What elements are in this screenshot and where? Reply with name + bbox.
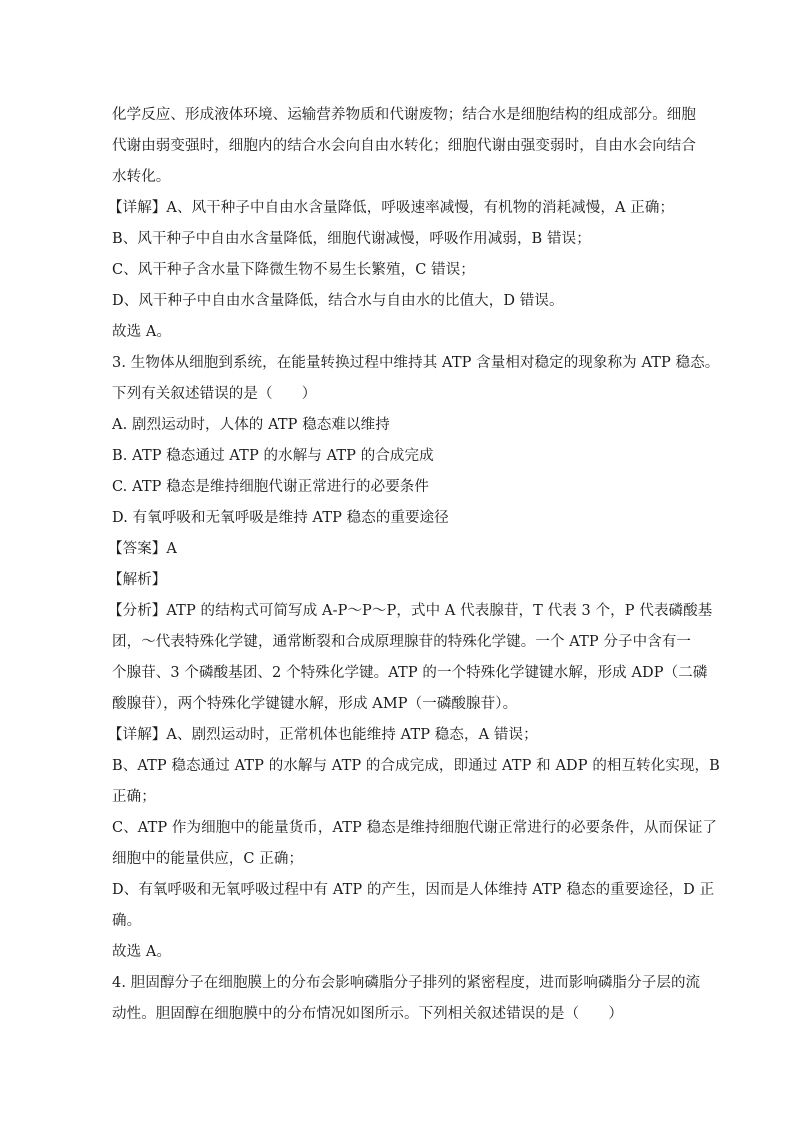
text-line: 水转化。	[112, 169, 171, 185]
text-line: 代谢由弱变强时，细胞内的结合水会向自由水转化；细胞代谢由强变弱时，自由水会向结合	[112, 138, 696, 154]
question-stem: 4. 胆固醇分子在细胞膜上的分布会影响磷脂分子排列的紧密程度，进而影响磷脂分子层的流	[112, 975, 701, 991]
text-line: 【详解】A、风干种子中自由水含量降低，呼吸速率减慢，有机物的消耗减慢，A 正确；	[108, 200, 675, 216]
answer-line: 【答案】A	[108, 541, 177, 557]
option-c: C. ATP 稳态是维持细胞代谢正常进行的必要条件	[112, 479, 430, 495]
text-line: 故选 A。	[112, 944, 172, 960]
question-stem: 3. 生物体从细胞到系统，在能量转换过程中维持其 ATP 含量相对稳定的现象称为 ATP 稳态。	[112, 355, 720, 371]
question-stem: 下列有关叙述错误的是（ ）	[112, 386, 317, 402]
text-line: C、风干种子含水量下降微生物不易生长繁殖，C 错误；	[112, 262, 475, 278]
text-line: D、有氧呼吸和无氧呼吸过程中有 ATP 的产生，因而是人体维持 ATP 稳态的重要途径，D 正	[112, 882, 715, 898]
text-line: 确。	[112, 913, 142, 929]
text-line: 故选 A。	[112, 324, 172, 340]
option-b: B. ATP 稳态通过 ATP 的水解与 ATP 的合成完成	[112, 448, 434, 464]
text-line: C、ATP 作为细胞中的能量货币，ATP 稳态是维持细胞代谢正常进行的必要条件，从而保证了	[112, 820, 718, 836]
text-line: 团，～代表特殊化学键，通常断裂和合成原理腺苷的特殊化学键。一个 ATP 分子中含有一	[112, 634, 692, 650]
text-line: 个腺苷、3 个磷酸基团、2 个特殊化学键。ATP 的一个特殊化学键键水解，形成 ADP（二磷	[112, 665, 708, 681]
text-line: 细胞中的能量供应，C 正确；	[112, 851, 304, 867]
text-line: B、ATP 稳态通过 ATP 的水解与 ATP 的合成完成，即通过 ATP 和 ADP 的相互转化实现，B	[112, 758, 720, 774]
text-line: 正确；	[112, 789, 156, 805]
option-d: D. 有氧呼吸和无氧呼吸是维持 ATP 稳态的重要途径	[112, 510, 449, 526]
text-line: 酸腺苷），两个特殊化学键键水解，形成 AMP（一磷酸腺苷）。	[112, 696, 518, 712]
document-body	[108, 100, 720, 1030]
option-a: A. 剧烈运动时，人体的 ATP 稳态难以维持	[112, 417, 390, 433]
text-line: 【分析】ATP 的结构式可简写成 A-P～P～P，式中 A 代表腺苷，T 代表 3 个，P 代表磷酸基	[108, 603, 713, 619]
text-line: 【详解】A、剧烈运动时，正常机体也能维持 ATP 稳态，A 错误；	[108, 727, 538, 743]
analysis-heading: 【解析】	[108, 572, 167, 588]
text-line: B、风干种子中自由水含量降低，细胞代谢减慢，呼吸作用减弱，B 错误；	[112, 231, 591, 247]
text-line: 化学反应、形成液体环境、运输营养物质和代谢废物；结合水是细胞结构的组成部分。细胞	[112, 107, 696, 123]
text-line: D、风干种子中自由水含量降低，结合水与自由水的比值大，D 错误。	[112, 293, 564, 309]
question-stem: 动性。胆固醇在细胞膜中的分布情况如图所示。下列相关叙述错误的是（ ）	[112, 1006, 623, 1022]
